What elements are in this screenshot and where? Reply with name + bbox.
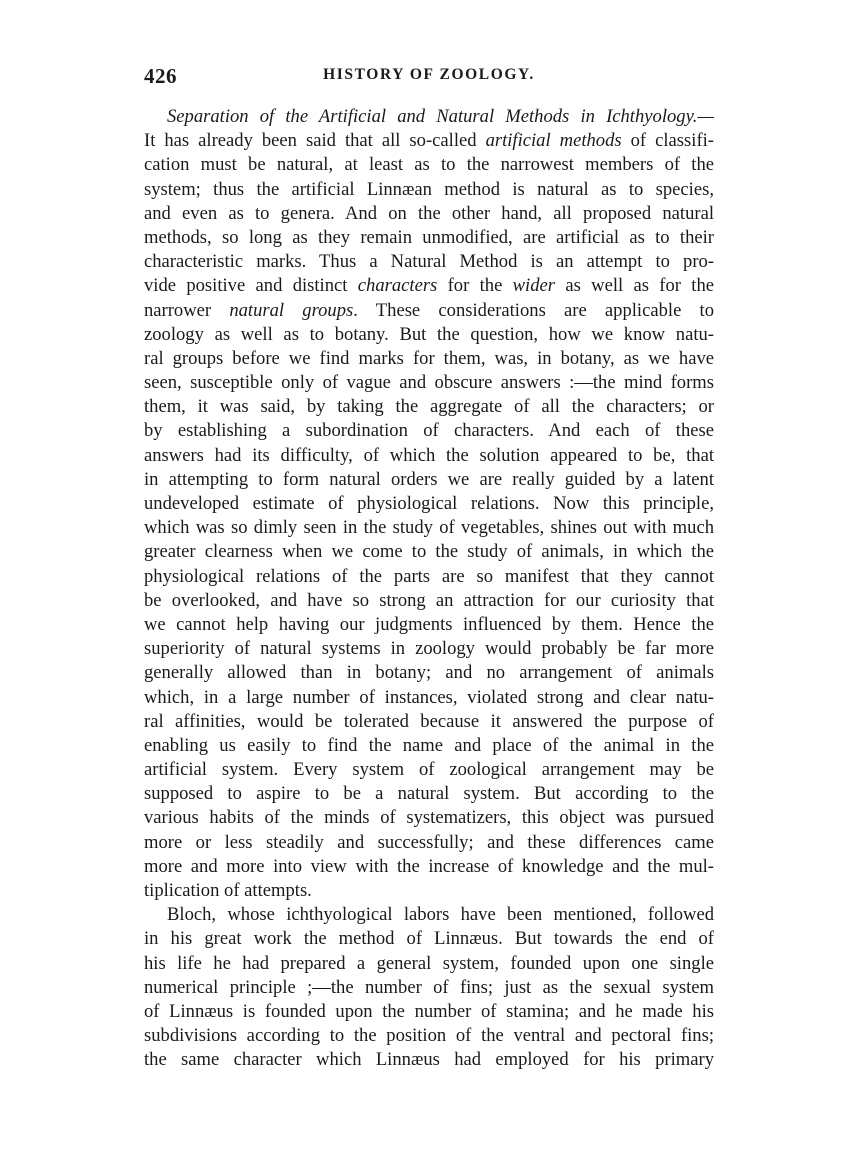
text-line: characteristic marks. Thus a Natural Method is an attempt to pro-	[144, 251, 714, 273]
text-line: by establishing a subordination of characters. And each of these	[144, 420, 714, 442]
text-line: Bloch, whose ichthyological labors have been mentioned, followed	[167, 904, 714, 926]
page-number: 426	[144, 64, 177, 88]
text-line: undeveloped estimate of physiological relations. Now this principle,	[144, 493, 714, 514]
text-line: tiplication of attempts.	[144, 880, 312, 901]
body-text	[144, 105, 714, 1073]
paragraph-2	[144, 903, 714, 1072]
text-line: ral groups before we find marks for them, was, in botany, as we have	[144, 347, 714, 369]
text-line: in attempting to form natural orders we are really guided by a latent	[144, 468, 714, 490]
text-line: vide positive and distinct characters for the wider as well as for the	[144, 275, 714, 297]
text-line: enabling us easily to find the name and place of the animal in the	[144, 734, 714, 756]
text-line: numerical principle ;—the number of fins; just as the sexual system	[144, 976, 714, 998]
text-line: more and more into view with the increase of knowledge and the mul-	[144, 855, 714, 877]
text-line: in his great work the method of Linnæus. But towards the end of	[144, 928, 714, 950]
text-line: physiological relations of the parts are so manifest that they cannot	[144, 565, 714, 587]
text-line: which was so dimly seen in the study of vegetables, shines out with much	[144, 517, 714, 539]
section-heading-line: Separation of the Artificial and Natural Methods in Ichthyology.—	[167, 106, 714, 127]
running-head: HISTORY OF ZOOLOGY.	[323, 66, 535, 83]
text-line: It has already been said that all so-called artificial methods of classifi-	[144, 130, 714, 152]
text-line: various habits of the minds of systematizers, this object was pursued	[144, 807, 714, 829]
text-line: answers had its difficulty, of which the solution appeared to be, that	[144, 444, 714, 466]
text-line: ral affinities, would be tolerated because it answered the purpose of	[144, 710, 714, 732]
text-line: subdivisions according to the position of the ventral and pectoral fins;	[144, 1025, 714, 1047]
text-line: superiority of natural systems in zoology would probably be far more	[144, 638, 714, 660]
text-line: which, in a large number of instances, violated strong and clear natu-	[144, 686, 714, 708]
text-line: more or less steadily and successfully; and these differences came	[144, 831, 714, 853]
text-line: them, it was said, by taking the aggregate of all the characters; or	[144, 396, 714, 418]
text-line: we cannot help having our judgments influenced by them. Hence the	[144, 613, 714, 635]
text-line: narrower natural groups. These considerations are applicable to	[144, 299, 714, 321]
text-line: his life he had prepared a general system, founded upon one single	[144, 952, 714, 974]
text-line: system; thus the artificial Linnæan method is natural as to species,	[144, 178, 714, 200]
text-line: artificial system. Every system of zoological arrangement may be	[144, 759, 714, 781]
text-line: greater clearness when we come to the study of animals, in which the	[144, 541, 714, 563]
text-line: cation must be natural, at least as to the narrowest members of the	[144, 154, 714, 176]
text-line: zoology as well as to botany. But the question, how we know natu-	[144, 323, 714, 345]
text-line: the same character which Linnæus had employed for his primary	[144, 1049, 714, 1071]
text-line: of Linnæus is founded upon the number of stamina; and he made his	[144, 1000, 714, 1022]
text-line: be overlooked, and have so strong an attraction for our curiosity that	[144, 589, 714, 611]
paragraph-1	[144, 105, 714, 903]
text-line: generally allowed than in botany; and no arrangement of animals	[144, 662, 714, 684]
text-line: seen, susceptible only of vague and obscure answers :—the mind forms	[144, 372, 714, 394]
text-line: methods, so long as they remain unmodified, are artificial as to their	[144, 226, 714, 248]
page-header	[144, 64, 714, 90]
text-line: supposed to aspire to be a natural system. But according to the	[144, 783, 714, 805]
text-line: and even as to genera. And on the other hand, all proposed natural	[144, 202, 714, 224]
